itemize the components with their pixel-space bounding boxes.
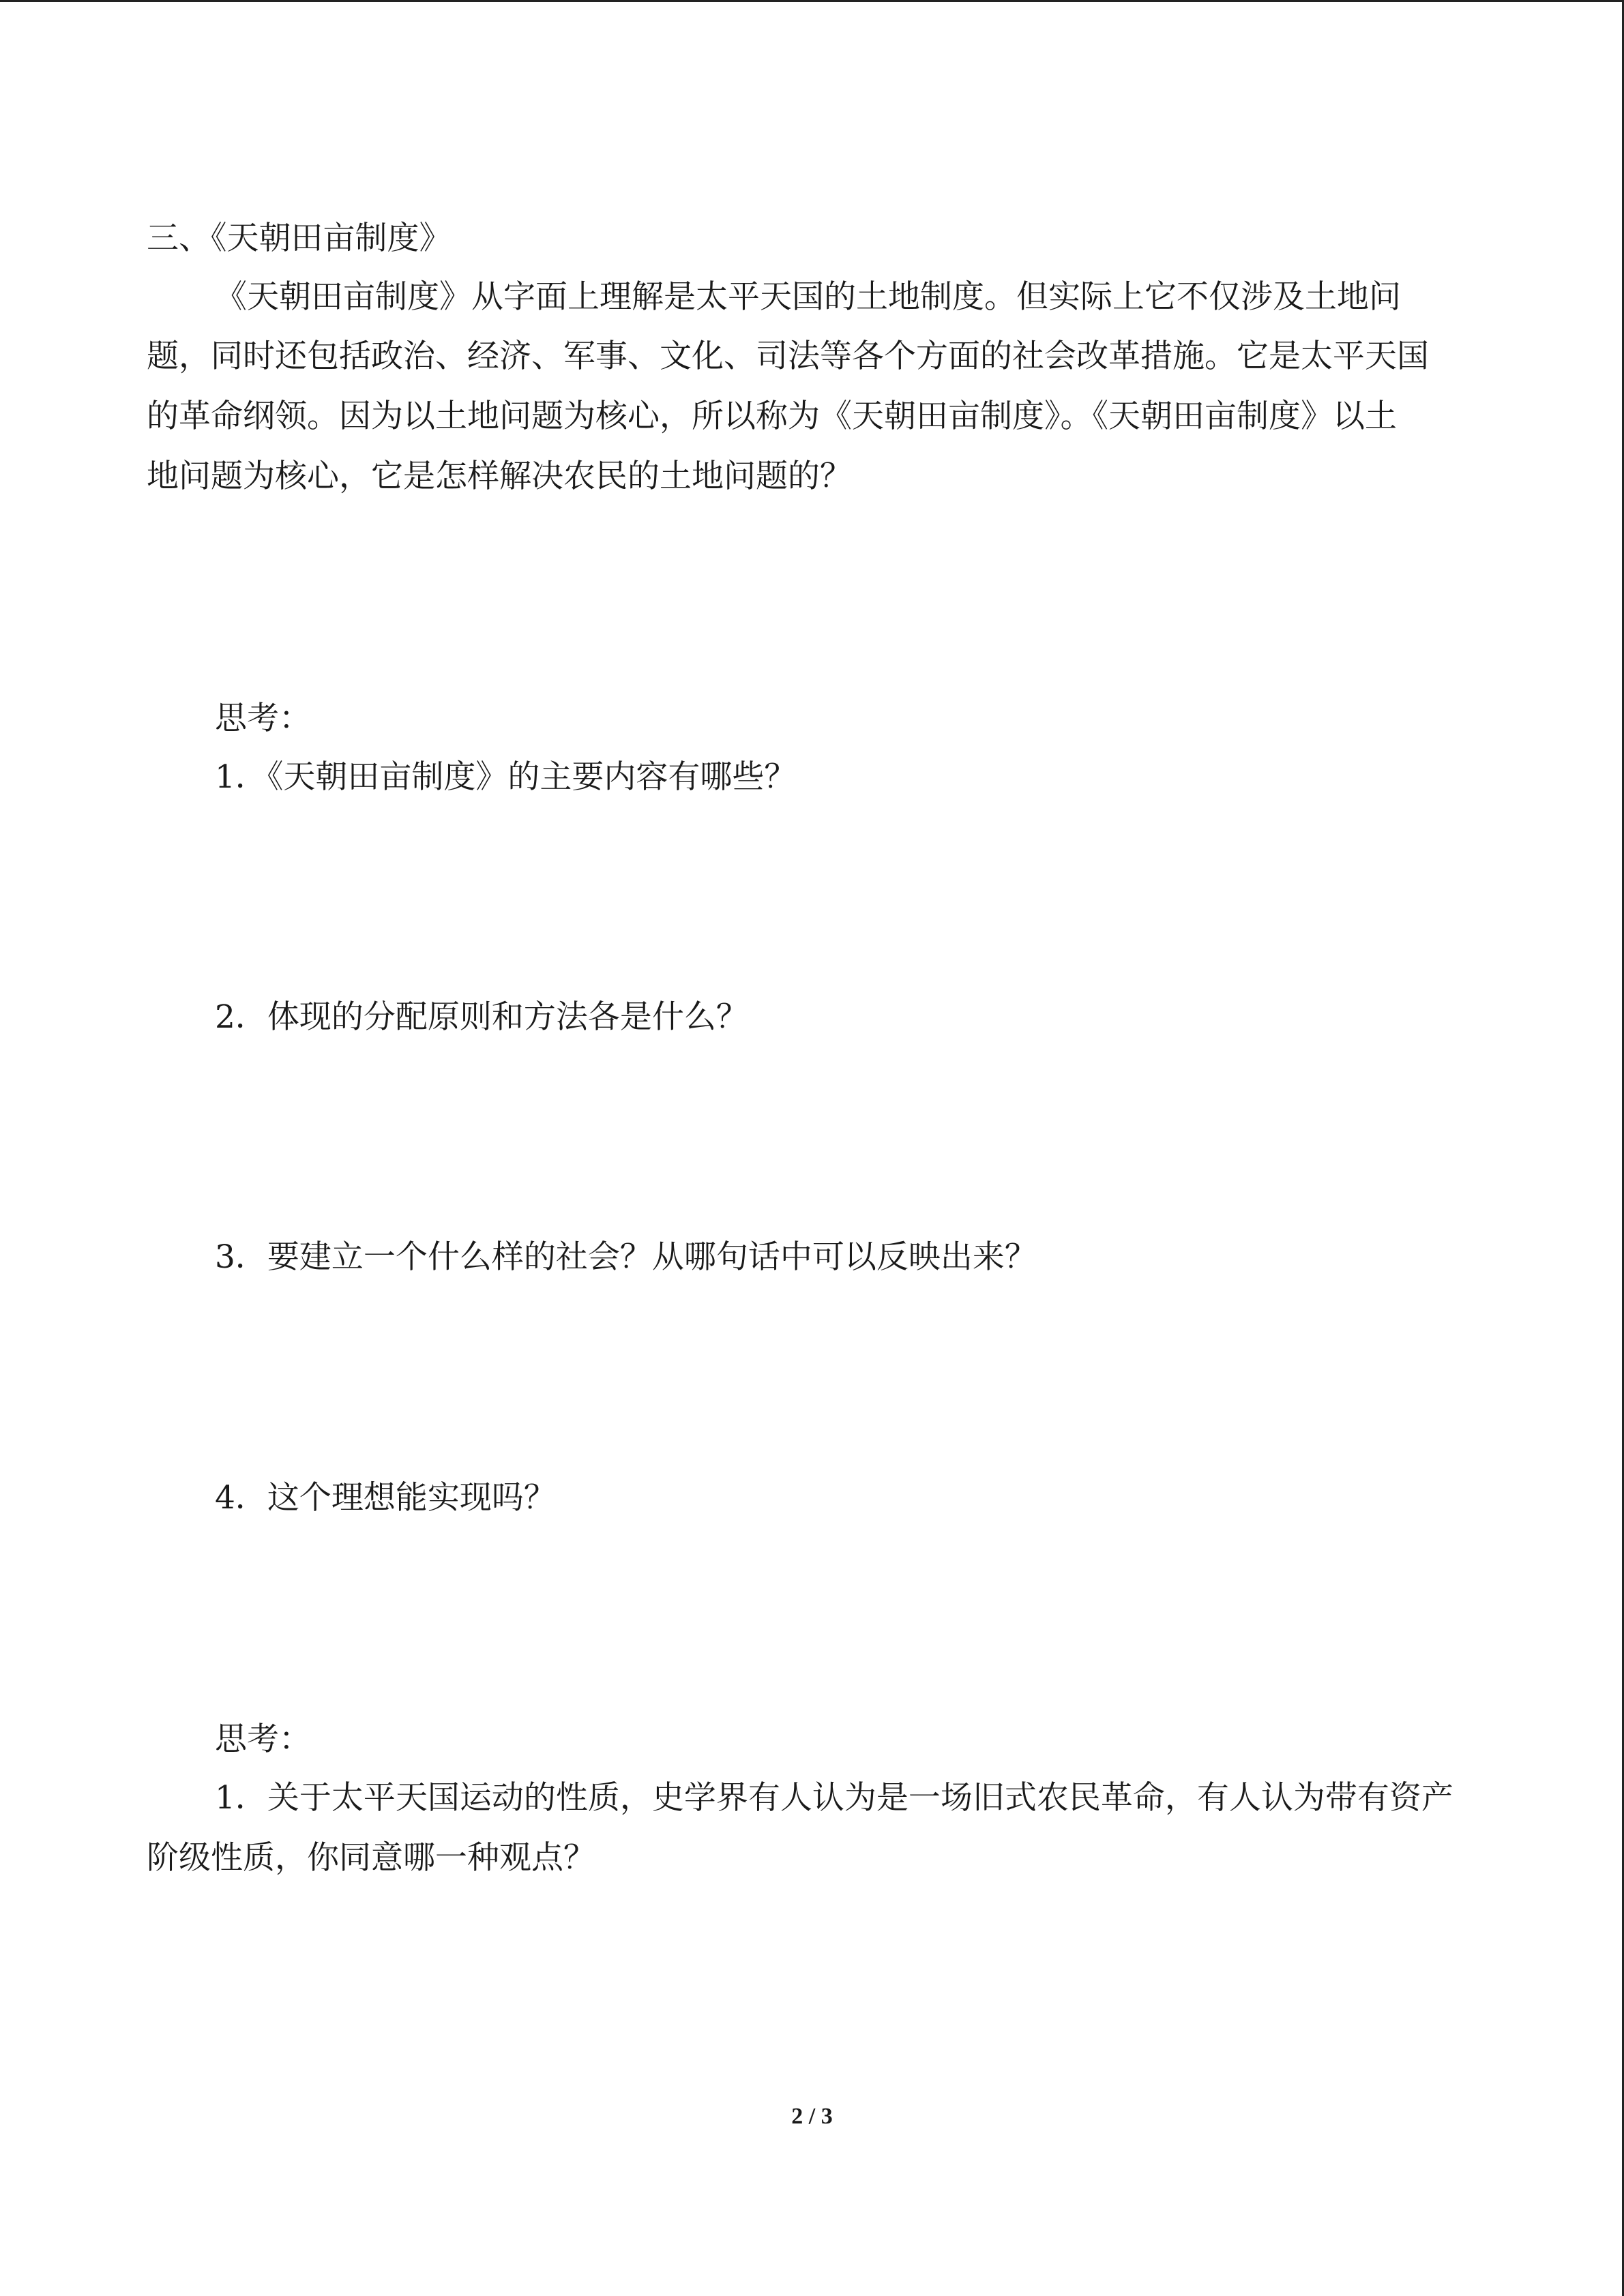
question-item: 1．《天朝田亩制度》的主要内容有哪些？: [215, 758, 797, 796]
section-heading: 三、《天朝田亩制度》: [147, 220, 452, 257]
think-label: 思考：: [215, 1720, 311, 1758]
paragraph-line: 《天朝田亩制度》从字面上理解是太平天国的土地制度。但实际上它不仅涉及土地问: [215, 278, 1401, 316]
question-item: 3．要建立一个什么样的社会？从哪句话中可以反映出来？: [215, 1238, 1037, 1276]
question-line: 阶级性质，你同意哪一种观点？: [147, 1839, 595, 1877]
paragraph-line: 的革命纲领。因为以土地问题为核心，所以称为《天朝田亩制度》。《天朝田亩制度》以土: [147, 398, 1397, 435]
think-label: 思考：: [215, 700, 311, 737]
question-line: 1．关于太平天国运动的性质，史学界有人认为是一场旧式农民革命，有人认为带有资产: [215, 1779, 1453, 1817]
paragraph-line: 题，同时还包括政治、经济、军事、文化、司法等各个方面的社会改革措施。它是太平天国: [147, 338, 1429, 375]
page-number: 2 / 3: [791, 2104, 833, 2129]
paragraph-line: 地问题为核心，它是怎样解决农民的土地问题的？: [147, 458, 852, 495]
question-item: 4．这个理想能实现吗？: [215, 1479, 556, 1517]
question-item: 2．体现的分配原则和方法各是什么？: [215, 998, 748, 1036]
